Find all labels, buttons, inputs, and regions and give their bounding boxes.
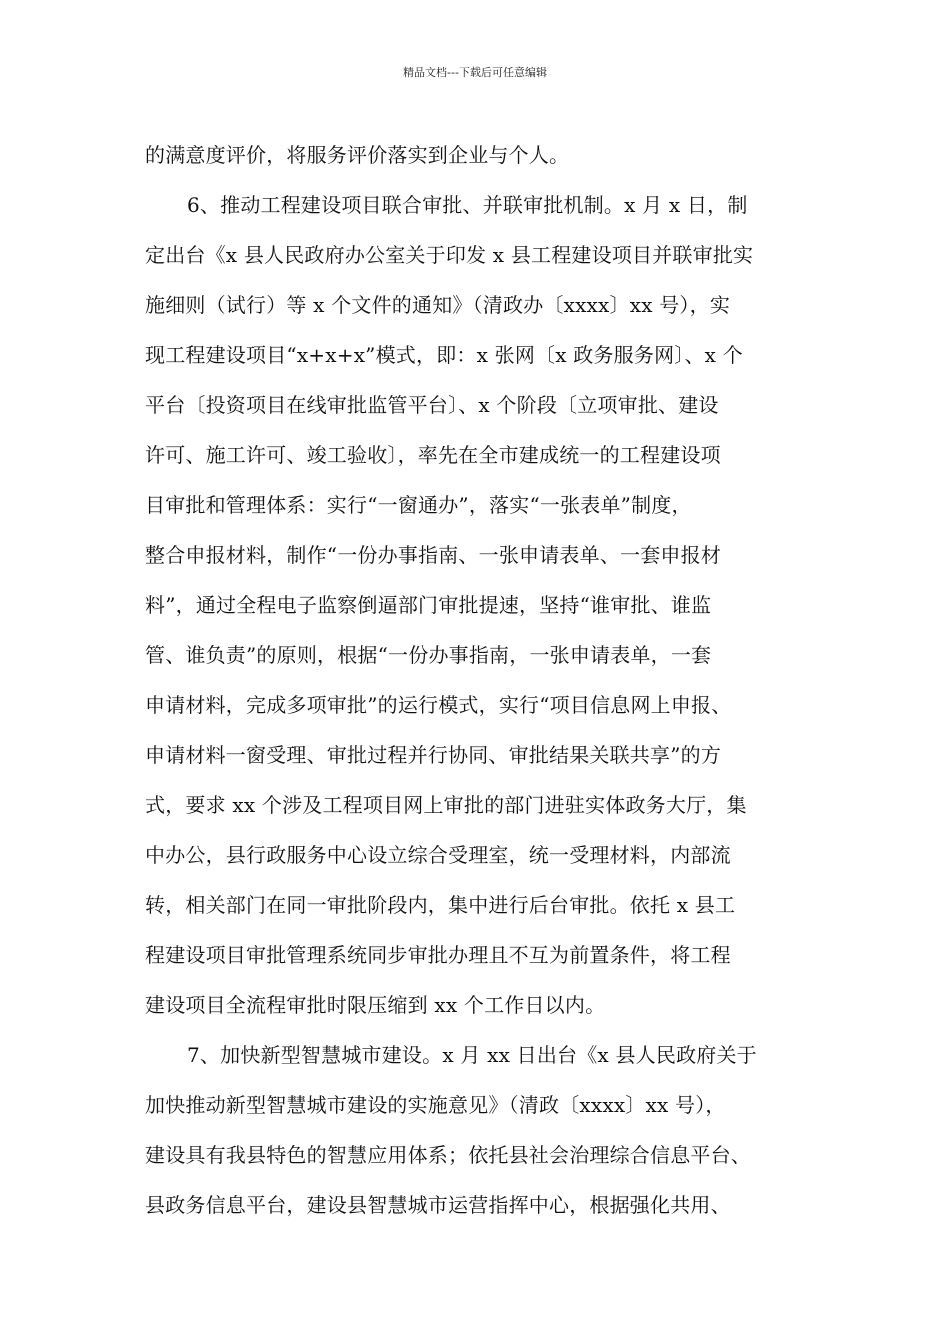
paragraph-7-first-line: 7、加快新型智慧城市建设。x 月 xx 日出台《x 县人民政府关于 [187, 1043, 757, 1067]
text-line: 加快推动新型智慧城市建设的实施意见》（清政〔xxxx〕xx 号）， [145, 1093, 726, 1117]
text-line: 整合申报材料，制作“一份办事指南、一张申请表单、一套申报材 [145, 543, 722, 567]
paragraph-6-first-line: 6、推动工程建设项目联合审批、并联审批机制。x 月 x 日，制 [187, 193, 748, 217]
text-line: 许可、施工许可、竣工验收〕，率先在全市建成统一的工程建设项 [145, 443, 721, 467]
text-line: 平台〔投资项目在线审批监管平台〕、x 个阶段〔立项审批、建设 [145, 393, 719, 417]
text-line: 目审批和管理体系：实行“一窗通办”，落实“一张表单”制度， [145, 493, 692, 517]
document-body [145, 130, 825, 1230]
text-line: 的满意度评价，将服务评价落实到企业与个人。 [145, 143, 570, 167]
text-line: 管、谁负责”的原则，根据“一份办事指南，一张申请表单，一套 [145, 643, 712, 667]
text-line: 施细则（试行）等 x 个文件的通知》（清政办〔xxxx〕xx 号），实 [145, 293, 731, 317]
text-line: 申请材料，完成多项审批”的运行模式，实行“项目信息网上申报、 [145, 693, 732, 717]
text-line: 中办公，县行政服务中心设立综合受理室，统一受理材料，内部流 [145, 843, 731, 867]
text-line: 县政务信息平台，建设县智慧城市运营指挥中心，根据强化共用、 [145, 1193, 731, 1217]
page-header: 精品文档---下载后可任意编辑 [403, 66, 547, 79]
text-line: 式，要求 xx 个涉及工程项目网上审批的部门进驻实体政务大厅，集 [145, 793, 747, 817]
text-line: 建设项目全流程审批时限压缩到 xx 个工作日以内。 [145, 993, 606, 1017]
text-line: 转，相关部门在同一审批阶段内，集中进行后台审批。依托 x 县工 [145, 893, 736, 917]
text-line: 程建设项目审批管理系统同步审批办理且不互为前置条件，将工程 [145, 943, 731, 967]
text-line: 建设具有我县特色的智慧应用体系；依托县社会治理综合信息平台、 [145, 1143, 751, 1167]
text-line: 现工程建设项目“x+x+x”模式，即：x 张网〔x 政务服务网〕、x 个 [145, 343, 743, 367]
text-line: 料”，通过全程电子监察倒逼部门审批提速，坚持“谁审批、谁监 [145, 593, 712, 617]
text-line: 定出台《x 县人民政府办公室关于印发 x 县工程建设项目并联审批实 [145, 243, 754, 267]
text-line: 申请材料一窗受理、审批过程并行协同、审批结果关联共享”的方 [145, 743, 722, 767]
